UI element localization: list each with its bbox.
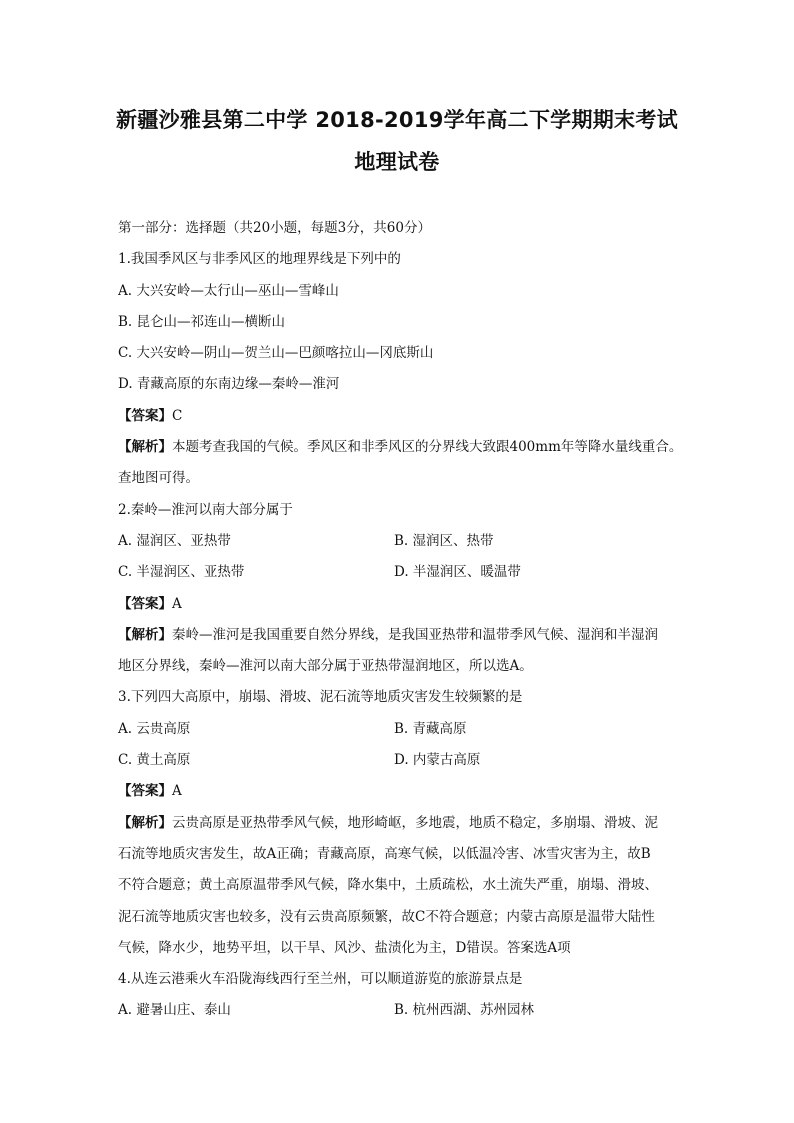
option-c: C. 大兴安岭—阴山—贺兰山—巴颜喀拉山—冈底斯山 (118, 345, 434, 362)
analysis-label: 【解析】 (118, 439, 172, 456)
section-header: 第一部分：选择题（共20小题，每题3分，共60分） (118, 220, 431, 236)
answer-label: 【答案】 (118, 407, 172, 424)
answer-label: 【答案】 (118, 595, 172, 612)
option-b: B. 湿润区、热带 (394, 532, 494, 549)
answer (118, 776, 684, 807)
analysis-text: 秦岭—淮河是我国重要自然分界线，是我国亚热带和温带季风气候、湿润和半湿润 (172, 626, 658, 643)
answer-value: A (172, 783, 182, 800)
analysis-text: 不符合题意；黄土高原温带季风气候，降水集中，土质疏松，水土流失严重，崩塌、滑坡、 (118, 877, 658, 894)
option-row (118, 526, 684, 557)
answer-value: A (172, 595, 182, 612)
answer (118, 401, 684, 432)
analysis-label: 【解析】 (118, 814, 172, 831)
option-c: C. 半湿润区、亚热带 (118, 564, 245, 581)
option-b: B. 青藏高原 (394, 720, 467, 737)
option-a: A. 云贵高原 (118, 720, 191, 737)
option-b: B. 昆仑山—祁连山—横断山 (118, 313, 286, 330)
exam-content (118, 213, 684, 1027)
exam-title: 新疆沙雅县第二中学 2018-2019学年高二下学期期末考试 (116, 108, 678, 132)
option-row (118, 714, 684, 745)
option-d: D. 半湿润区、暖温带 (394, 564, 521, 581)
exam-subtitle: 地理试卷 (354, 150, 440, 174)
option-a: A. 大兴安岭—太行山—巫山—雪峰山 (118, 282, 339, 299)
analysis-text: 石流等地质灾害发生，故A正确；青藏高原，高寒气候，以低温冷害、冰雪灾害为主，故B (118, 845, 651, 862)
analysis-text: 泥石流等地质灾害也较多，没有云贵高原频繁，故C不符合题意；内蒙古高原是温带大陆性 (118, 908, 655, 925)
question-stem: 2.秦岭—淮河以南大部分属于 (118, 501, 293, 518)
analysis-text: 地区分界线，秦岭—淮河以南大部分属于亚热带湿润地区，所以选A。 (118, 658, 533, 675)
analysis-text: 云贵高原是亚热带季风气候，地形崎岖，多地震，地质不稳定，多崩塌、滑坡、泥 (172, 814, 658, 831)
option-row (118, 995, 684, 1026)
answer-label: 【答案】 (118, 783, 172, 800)
option-b: B. 杭州西湖、苏州园林 (394, 1002, 535, 1019)
answer-value: C (172, 407, 183, 424)
analysis (118, 432, 684, 463)
analysis (118, 620, 684, 651)
option-row (118, 745, 684, 776)
option-a: A. 湿润区、亚热带 (118, 532, 231, 549)
question-stem: 4.从连云港乘火车沿陇海线西行至兰州，可以顺道游览的旅游景点是 (118, 971, 523, 988)
answer (118, 589, 684, 620)
option-d: D. 青藏高原的东南边缘—秦岭—淮河 (118, 376, 340, 393)
analysis (118, 808, 684, 839)
option-a: A. 避暑山庄、泰山 (118, 1002, 231, 1019)
question-stem: 1.我国季风区与非季风区的地理界线是下列中的 (118, 251, 401, 268)
analysis-text: 气候，降水少，地势平坦，以干旱、风沙、盐渍化为主，D错误。答案选A项 (118, 939, 571, 956)
question-stem: 3.下列四大高原中，崩塌、滑坡、泥石流等地质灾害发生较频繁的是 (118, 689, 523, 706)
option-d: D. 内蒙古高原 (394, 752, 481, 769)
option-row (118, 557, 684, 588)
analysis-label: 【解析】 (118, 626, 172, 643)
analysis-text: 本题考查我国的气候。季风区和非季风区的分界线大致跟400mm年等降水量线重合。 (172, 439, 683, 456)
analysis-text: 查地图可得。 (118, 470, 199, 487)
option-c: C. 黄土高原 (118, 752, 191, 769)
